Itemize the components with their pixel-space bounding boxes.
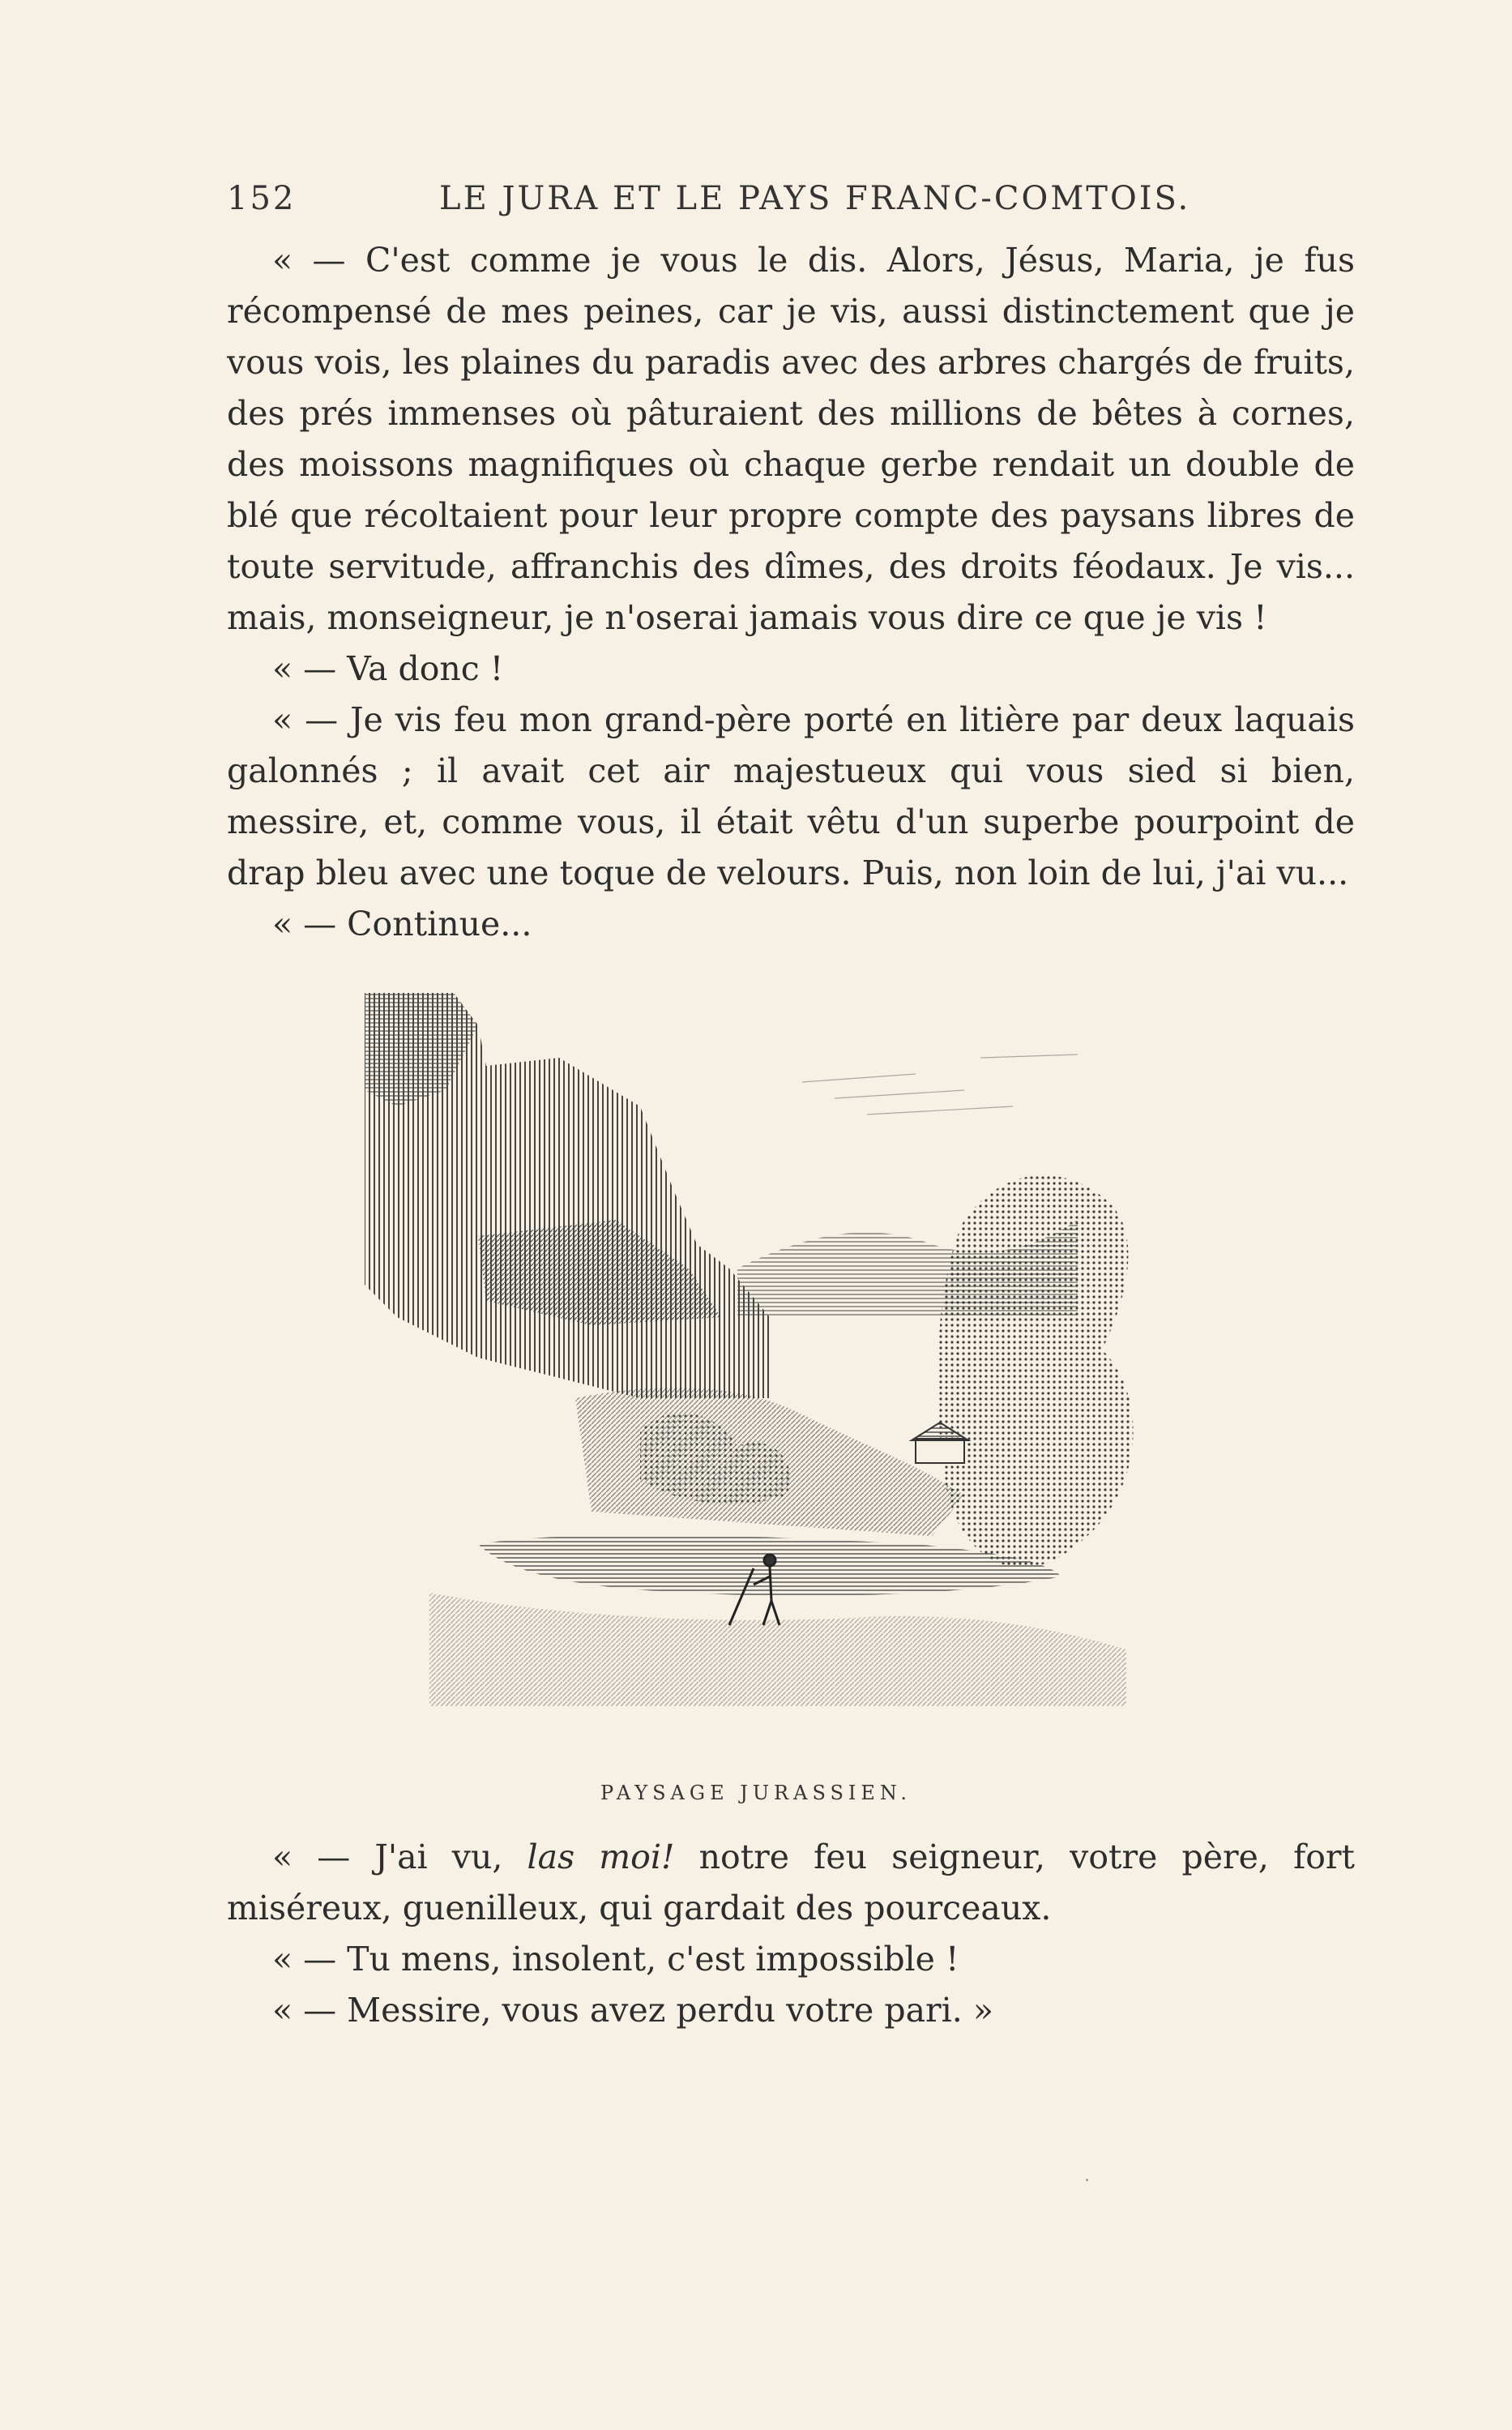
paragraph-5-start: « — J'ai vu, bbox=[272, 1837, 527, 1876]
paragraph-5-end: notre feu seigneur, votre père, fort miséreux, guenilleux, qui gardait des pourceaux. bbox=[227, 1837, 1356, 1927]
landscape-illustration bbox=[348, 977, 1224, 1755]
paragraph-2: « — Va donc ! bbox=[272, 649, 504, 688]
engraving-landscape bbox=[348, 977, 1224, 1755]
page-number: 152 bbox=[227, 180, 297, 217]
running-title: LE JURA ET LE PAYS FRANC-COMTOIS. bbox=[439, 180, 1191, 217]
text-block-bottom bbox=[227, 1832, 1355, 2036]
paragraph-3: « — Je vis feu mon grand-père porté en litière par deux laquais galonnés ; il avait cet air majestueux qui vous sied si bien, messire, et, comme vous, il était vêtu d'un superbe pourpoint de drap bleu avec une toque de velours. Puis, non loin de lui, j'ai vu... bbox=[227, 700, 1355, 892]
text-block-top bbox=[227, 235, 1355, 950]
figure-caption: PAYSAGE JURASSIEN. bbox=[600, 1782, 912, 1804]
paragraph-1: « — C'est comme je vous le dis. Alors, Jésus, Maria, je fus récompensé de mes peines, car je vis, aussi distinctement que je vous vois, les plaines du paradis avec des arbres chargés de fruits, des prés immenses où pâturaient des millions de bêtes à cornes, des moissons magnifiques où chaque gerbe rendait un double de blé que récoltaient pour leur propre compte des paysans libres de toute servitude, affranchis des dîmes, des droits féodaux. Je vis... mais, monseigneur, je n'oserai jamais vous dire ce que je vis ! bbox=[227, 241, 1355, 637]
paragraph-4: « — Continue... bbox=[272, 905, 532, 943]
italic-phrase: las moi! bbox=[527, 1837, 675, 1876]
running-head bbox=[227, 180, 1345, 220]
paper-speck bbox=[1086, 2179, 1088, 2181]
paragraph-5 bbox=[227, 1832, 1355, 1934]
paragraph-6: « — Tu mens, insolent, c'est impossible ! bbox=[272, 1940, 959, 1979]
paragraph-7: « — Messire, vous avez perdu votre pari. » bbox=[272, 1991, 993, 2030]
